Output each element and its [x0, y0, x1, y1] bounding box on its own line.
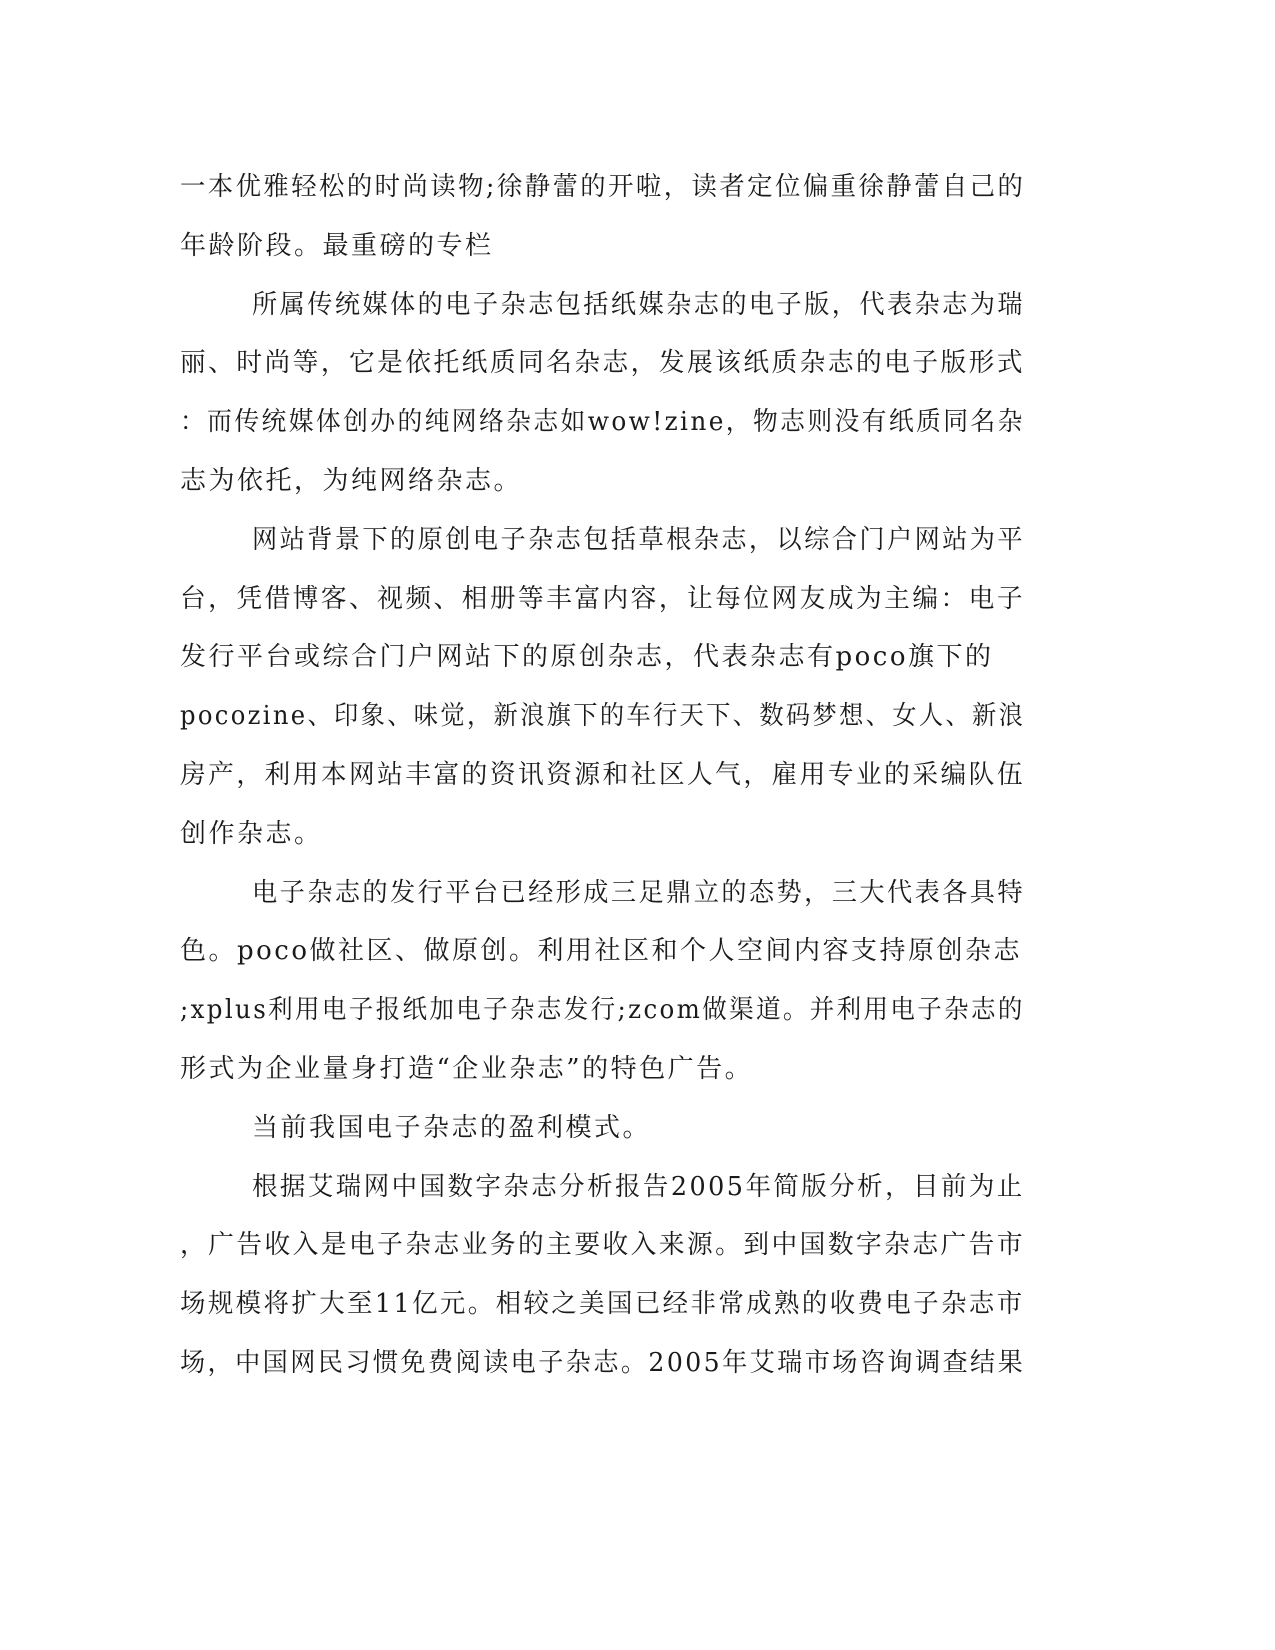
text-line: 发行平台或综合门户网站下的原创杂志，代表杂志有poco旗下的: [180, 642, 994, 673]
text-line: 丽、时尚等，它是依托纸质同名杂志，发展该纸质杂志的电子版形式: [180, 348, 1026, 379]
text-line: 志为依托，为纯网络杂志。: [180, 465, 523, 496]
paragraph-start-line: 所属传统媒体的电子杂志包括纸媒杂志的电子版，代表杂志为瑞: [252, 289, 1026, 320]
paragraph-start-line: 当前我国电子杂志的盈利模式。: [252, 1112, 652, 1143]
paragraph-start-line: 根据艾瑞网中国数字杂志分析报告2005年简版分析，目前为止: [252, 1171, 1025, 1202]
text-line: 色。poco做社区、做原创。利用社区和个人空间内容支持原创杂志: [180, 936, 1023, 967]
text-line: 一本优雅轻松的时尚读物;徐静蕾的开啦，读者定位偏重徐静蕾自己的: [180, 172, 1026, 202]
document-body: [180, 158, 1025, 1393]
text-line: pocozine、印象、味觉，新浪旗下的车行天下、数码梦想、女人、新浪: [180, 701, 1026, 732]
text-line: 场规模将扩大至11亿元。相较之美国已经非常成熟的收费电子杂志市: [180, 1289, 1025, 1320]
text-line: 形式为企业量身打造“企业杂志”的特色广告。: [180, 1053, 754, 1084]
paragraph-start-line: 网站背景下的原创电子杂志包括草根杂志，以综合门户网站为平: [252, 524, 1026, 555]
paragraph-start-line: 电子杂志的发行平台已经形成三足鼎立的态势，三大代表各具特: [252, 877, 1026, 908]
text-line: 台，凭借博客、视频、相册等丰富内容，让每位网友成为主编：电子: [180, 583, 1026, 614]
text-line: ;xplus利用电子报纸加电子杂志发行;zcom做渠道。并利用电子杂志的: [180, 995, 1025, 1026]
text-line: 创作杂志。: [180, 818, 323, 849]
text-line: 场，中国网民习惯免费阅读电子杂志。2005年艾瑞市场咨询调查结果: [180, 1347, 1026, 1378]
text-line: 房产，利用本网站丰富的资讯资源和社区人气，雇用专业的采编队伍: [180, 759, 1026, 790]
text-line: ，广告收入是电子杂志业务的主要收入来源。到中国数字杂志广告市: [180, 1230, 1026, 1261]
text-line: 年龄阶段。最重磅的专栏: [180, 230, 494, 261]
text-line: ：而传统媒体创办的纯网络杂志如wow!zine，物志则没有纸质同名杂: [180, 407, 1025, 438]
